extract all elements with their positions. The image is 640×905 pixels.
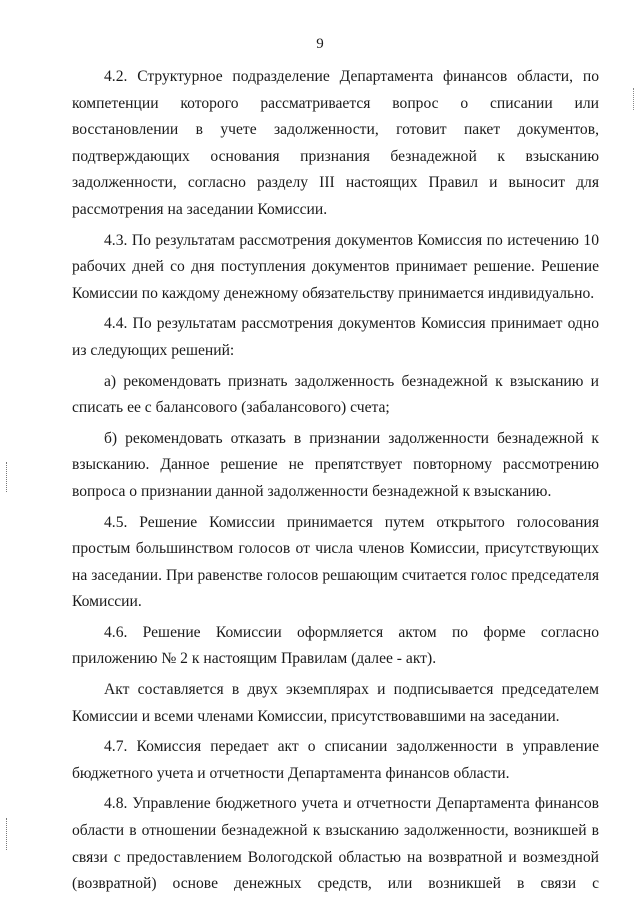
scan-edge-mark: [630, 88, 634, 110]
paragraph-4-3: 4.3. По результатам рассмотрения документов Комиссия по истечению 10 рабочих дней со дня поступления документов принимает решение. Решение Комиссии по каждому денежному обязательству принимается индивидуально.: [72, 231, 599, 302]
paragraph-4-4-a: а) рекомендовать признать задолженность безнадежной к взысканию и списать ее с балансового (забалансового) счета;: [72, 372, 599, 417]
paragraph-4-4-b: б) рекомендовать отказать в признании задолженности безнадежной к взысканию. Данное решение не препятствует повторному рассмотрению вопроса о признании данной задолженности безнадежной к взысканию.: [72, 429, 599, 500]
paragraph-4-2: 4.2. Структурное подразделение Департамента финансов области, по компетенции которого рассматривается вопрос о списании или восстановлении в учете задолженности, готовит пакет документов, подтверждающих основания признания безнадежной к взысканию задолженности, согласно разделу III настоящих Правил и выносит для рассмотрения на заседании Комиссии.: [72, 68, 599, 218]
document-body: [72, 64, 599, 902]
scan-edge-mark: [6, 818, 9, 850]
paragraph-4-4: 4.4. По результатам рассмотрения документов Комиссия принимает одно из следующих решений:: [72, 315, 599, 359]
paragraph-4-6: 4.6. Решение Комиссии оформляется актом по форме согласно приложению № 2 к настоящим Правилам (далее - акт).: [72, 623, 599, 668]
page-number: 9: [316, 36, 324, 52]
paragraph-4-7: 4.7. Комиссия передает акт о списании задолженности в управление бюджетного учета и отчетности Департамента финансов области.: [72, 738, 599, 782]
paragraph-4-5: 4.5. Решение Комиссии принимается путем открытого голосования простым большинством голосов от числа членов Комиссии, присутствующих на заседании. При равенстве голосов решающим считается голос председателя Комиссии.: [72, 513, 599, 611]
scan-edge-mark: [6, 462, 9, 492]
paragraph-act: Акт составляется в двух экземплярах и подписывается председателем Комиссии и всеми членами Комиссии, присутствовавшими на заседании.: [72, 681, 599, 725]
paragraph-4-8: 4.8. Управление бюджетного учета и отчетности Департамента финансов области в отношении безнадежной к взысканию задолженности, возникшей в связи с предоставлением Вологодской областью на возвратной и возмездной (возвратной) основе денежных средств, или возникшей в связи с: [72, 795, 599, 893]
